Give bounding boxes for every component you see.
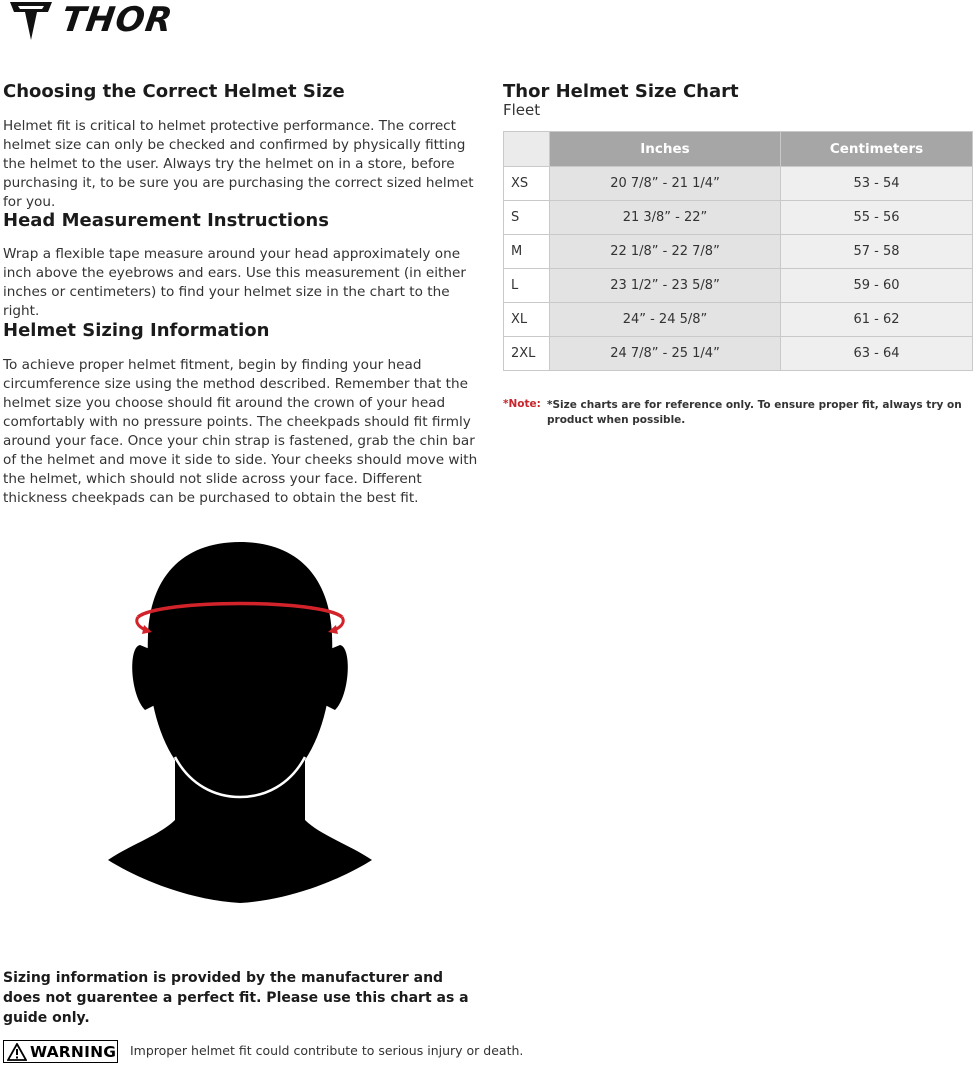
size-chart-title: Thor Helmet Size Chart: [503, 81, 739, 102]
choose-size-heading: Choosing the Correct Helmet Size: [3, 81, 345, 102]
header-blank-cell: [504, 132, 550, 167]
measurement-text: Wrap a flexible tape measure around your head approximately one inch above the eyebrows and ears. Use this measurement (in either inches or centimeters) to find your helmet size in the chart to the right.: [3, 246, 466, 319]
brand-name: THOR: [59, 0, 176, 40]
size-cell: M: [504, 235, 550, 269]
head-silhouette: [108, 542, 372, 903]
centimeters-cell: 59 - 60: [781, 269, 973, 303]
size-cell: XL: [504, 303, 550, 337]
size-cell: S: [504, 201, 550, 235]
sizing-info-heading: Helmet Sizing Information: [3, 320, 270, 341]
size-cell: L: [504, 269, 550, 303]
thor-logo: [8, 0, 198, 44]
size-chart-table: [503, 131, 973, 371]
sizing-info-text: To achieve proper helmet fitment, begin by finding your head circumference size using the method described. Remember that the helmet size you choose should fit around the crown of your head comfortably with no pressure points. The cheekpads should fit firmly around your face. Once your chin strap is fastened, grab the chin bar of the helmet and move it side to side. Your cheeks should move with the helmet, which should not slide across your face. Different thickness cheekpads can be purchased to obtain the best fit.: [3, 357, 478, 506]
size-row: [504, 201, 973, 235]
inches-cell: 20 7/8” - 21 1/4”: [550, 167, 781, 201]
note-text: *Size charts are for reference only. To ensure proper fit, always try on product when possible.: [547, 399, 962, 426]
note-label: *Note:: [503, 398, 541, 410]
inches-cell: 24 7/8” - 25 1/4”: [550, 337, 781, 371]
thor-shield-icon: [8, 0, 54, 42]
centimeters-cell: 53 - 54: [781, 167, 973, 201]
size-row: [504, 337, 973, 371]
centimeters-cell: 57 - 58: [781, 235, 973, 269]
inches-cell: 21 3/8” - 22”: [550, 201, 781, 235]
centimeters-cell: 63 - 64: [781, 337, 973, 371]
size-row: [504, 269, 973, 303]
warning-text: Improper helmet fit could contribute to serious injury or death.: [130, 1043, 524, 1058]
size-cell: XS: [504, 167, 550, 201]
size-row: [504, 303, 973, 337]
measurement-heading: Head Measurement Instructions: [3, 210, 329, 231]
size-row: [504, 235, 973, 269]
head-measurement-illustration: [100, 535, 380, 905]
choose-size-text: Helmet fit is critical to helmet protective performance. The correct helmet size can only be checked and confirmed by physically fitting the helmet to the user. Always try the helmet on in a store, before purchasing it, to be sure you are purchasing the correct sized helmet for you.: [3, 118, 474, 210]
header-centimeters: Centimeters: [781, 132, 973, 167]
warning-badge: [3, 1040, 118, 1063]
warning-triangle-icon: [7, 1043, 27, 1061]
header-inches: Inches: [550, 132, 781, 167]
warning-label: WARNING: [30, 1042, 117, 1061]
inches-cell: 24” - 24 5/8”: [550, 303, 781, 337]
size-row: [504, 167, 973, 201]
table-header-row: [504, 132, 973, 167]
size-cell: 2XL: [504, 337, 550, 371]
size-chart-subtitle: Fleet: [503, 101, 541, 119]
centimeters-cell: 55 - 56: [781, 201, 973, 235]
manufacturer-disclaimer: Sizing information is provided by the manufacturer and does not guarentee a perfect fit. Please use this chart as a guide only.: [3, 970, 469, 1026]
inches-cell: 23 1/2” - 23 5/8”: [550, 269, 781, 303]
centimeters-cell: 61 - 62: [781, 303, 973, 337]
inches-cell: 22 1/8” - 22 7/8”: [550, 235, 781, 269]
